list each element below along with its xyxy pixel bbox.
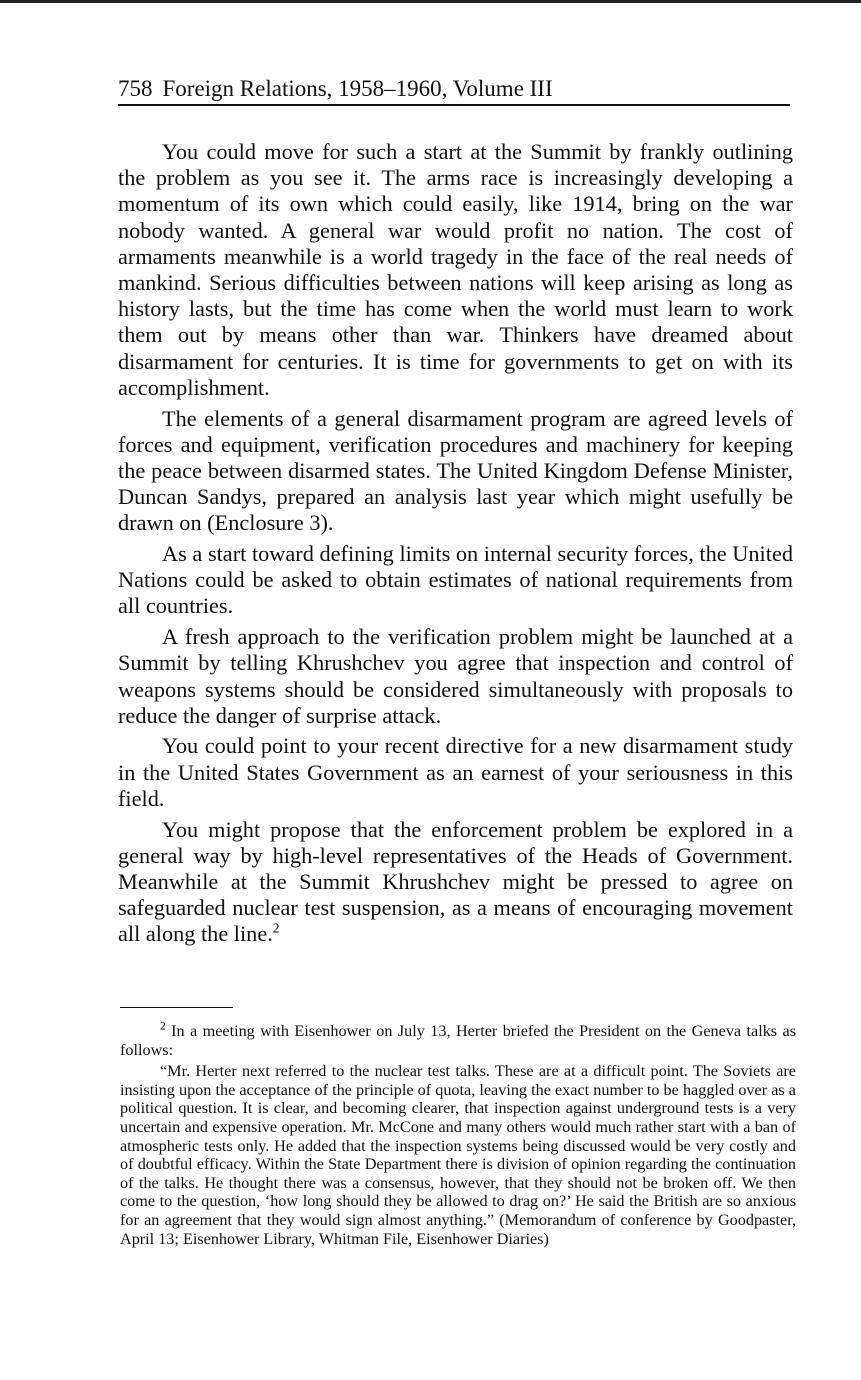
footnote-reference: 2 <box>272 920 280 936</box>
body-paragraph-2: The elements of a general disarmament program are agreed levels of forces and equipment, verification procedures and machinery for keeping the peace between disarmed states. The United Kingdom Defense Minister, Duncan Sandys, prepared an analysis last year which might usefully be drawn on (Enclosure 3). <box>118 405 793 536</box>
running-title: Foreign Relations, 1958–1960, Volume III <box>162 76 553 101</box>
body-paragraph-6-text: You might propose that the enforcement problem be explored in a general way by high-level representatives of the Heads of Government. Meanwhile at the Summit Khrushchev might be pressed to agree on safeguarded nuclear test suspension, as a means of encouraging movement all along the line. <box>118 816 793 947</box>
footnote-quote: “Mr. Herter next referred to the nuclear test talks. These are at a difficult point. The Soviets are insisting upon the acceptance of the principle of quota, leaving the exact number to be haggled over as a political question. It is clear, and becoming clearer, that inspection against underground tests is a very uncertain and expensive operation. Mr. McCone and many others would much rather start with a ban of atmospheric tests only. He added that the inspection systems being discussed would be very costly and of doubtful efficacy. Within the State Department there is division of opinion regarding the continuation of the talks. He thought there was a consensus, however, that they should not be broken off. We then come to the question, ‘how long should they be allowed to drag on?’ He said the British are so anxious for an agreement that they would sign almost anything.” (Memorandum of conference by Goodpaster, April 13; Eisenhower Library, Whitman File, Eisenhower Diaries) <box>120 1062 796 1248</box>
footnote-intro-text: In a meeting with Eisenhower on July 13, Herter briefed the President on the Geneva talks as follows: <box>120 1022 797 1059</box>
running-header <box>118 74 790 106</box>
body-paragraph-5: You could point to your recent directive for a new disarmament study in the United States Government as an earnest of your seriousness in this field. <box>118 733 793 811</box>
footnote-block <box>120 1022 796 1251</box>
body-paragraph-3: As a start toward defining limits on internal security forces, the United Nations could be asked to obtain estimates of national requirements from all countries. <box>118 541 793 619</box>
footnote-intro <box>120 1022 796 1059</box>
footnote-divider <box>120 1007 233 1008</box>
main-text <box>118 139 793 952</box>
footnote-marker: 2 <box>160 1020 166 1033</box>
page-number: 758 <box>118 76 153 101</box>
body-paragraph-4: A fresh approach to the verification problem might be launched at a Summit by telling Khrushchev you agree that inspection and control of weapons systems should be considered simultaneously with proposals to reduce the danger of surprise attack. <box>118 624 793 728</box>
body-paragraph-6 <box>118 817 793 948</box>
page-top-edge <box>0 0 861 3</box>
body-paragraph-1: You could move for such a start at the Summit by frankly outlining the problem as you see it. The arms race is increasingly developing a momentum of its own which could easily, like 1914, bring on the war nobody wanted. A general war would profit no nation. The cost of armaments meanwhile is a world tragedy in the face of the real needs of mankind. Serious difficulties between nations will keep arising as long as history lasts, but the time has come when the world must learn to work them out by means other than war. Thinkers have dreamed about disarmament for centuries. It is time for governments to get on with its accomplishment. <box>118 139 793 400</box>
